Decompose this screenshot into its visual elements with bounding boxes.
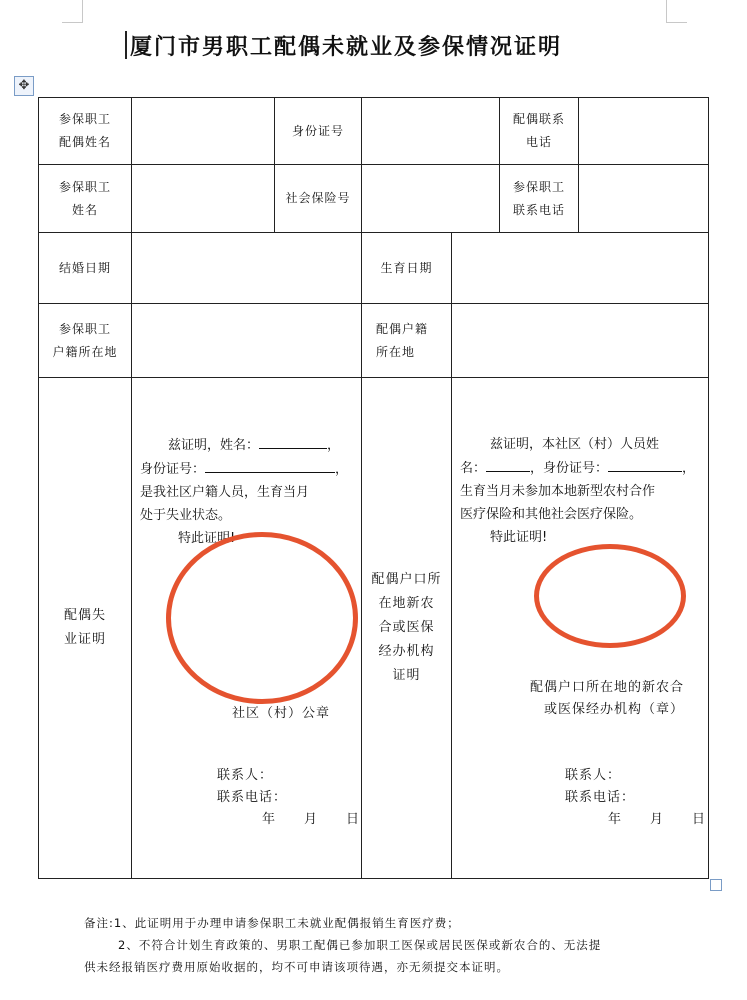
remarks-line-1: 备注:1、此证明用于办理申请参保职工未就业配偶报销生育医疗费；	[84, 916, 460, 930]
id-card-field[interactable]	[362, 98, 500, 165]
table-move-handle-icon[interactable]: ✥	[14, 76, 34, 96]
community-date-label: 年 月 日	[262, 812, 361, 827]
insurance-certification-cell	[452, 378, 709, 879]
remarks	[84, 912, 684, 978]
remarks-line-3: 供未经报销医疗费用原始收据的，均不可申请该项待遇，亦无须提交本证明。	[84, 960, 509, 974]
employee-phone-label: 参保职工 联系电话	[500, 165, 579, 233]
table-row	[39, 98, 709, 165]
id-card-label: 身份证号	[275, 98, 362, 165]
marriage-date-label: 结婚日期	[39, 233, 132, 304]
insurance-cert-text: 兹证明，本社区（村）人员姓 名： ，身份证号： ， 生育当月未参加本地新型农村合作 医疗保险和其他社会医疗保险。 特此证明!	[460, 437, 696, 545]
community-cert-text: 兹证明，姓名： ， 身份证号： ， 是我社区户籍人员，生育当月 处于失业状态。 特此证明!	[140, 433, 358, 550]
name-blank[interactable]	[486, 456, 530, 472]
insurance-proof-label: 配偶户口所 在地新农 合或医保 经办机构 证明	[371, 572, 442, 683]
community-seal-caption: 社区（村）公章	[232, 706, 331, 721]
social-security-field[interactable]	[362, 165, 500, 233]
social-security-label: 社会保险号	[275, 165, 362, 233]
community-contact-label: 联系人：	[217, 768, 274, 783]
employee-name-label: 参保职工 姓名	[39, 165, 132, 233]
employee-household-field[interactable]	[132, 304, 362, 378]
insurance-proof-label-cell	[362, 378, 452, 879]
page-corner-mark-top-left	[62, 0, 83, 23]
spouse-phone-field[interactable]	[579, 98, 709, 165]
spouse-household-field[interactable]	[452, 304, 709, 378]
community-contact-phone-label: 联系电话：	[217, 790, 288, 805]
employee-phone-field[interactable]	[579, 165, 709, 233]
id-blank[interactable]	[608, 456, 682, 472]
spouse-household-label: 配偶户籍 所在地	[362, 304, 452, 378]
community-certification-cell	[132, 378, 362, 879]
text-cursor	[125, 31, 127, 59]
employee-name-field[interactable]	[132, 165, 275, 233]
insurance-seal-caption-2: 或医保经办机构（章）	[544, 702, 685, 717]
employee-household-label: 参保职工 户籍所在地	[39, 304, 132, 378]
spouse-name-label: 参保职工 配偶姓名	[39, 98, 132, 165]
birth-date-label: 生育日期	[362, 233, 452, 304]
table-row	[39, 165, 709, 233]
insurance-seal-circle	[534, 544, 686, 648]
id-blank[interactable]	[205, 457, 335, 473]
document-title: 厦门市男职工配偶未就业及参保情况证明	[130, 35, 563, 60]
name-blank[interactable]	[259, 433, 327, 449]
unemployment-proof-label: 配偶失 业证明	[39, 378, 132, 879]
insurance-date-label: 年 月 日	[608, 812, 707, 827]
marriage-date-field[interactable]	[132, 233, 362, 304]
insurance-contact-phone-label: 联系电话：	[565, 790, 636, 805]
spouse-name-field[interactable]	[132, 98, 275, 165]
insurance-contact-label: 联系人：	[565, 768, 622, 783]
remarks-line-2: 2、不符合计划生育政策的、男职工配偶已参加职工医保或居民医保或新农合的、无法提	[118, 938, 602, 952]
page-corner-mark-top-right	[666, 0, 687, 23]
table-resize-handle[interactable]	[710, 879, 722, 891]
certificate-form-table	[38, 97, 709, 879]
table-row	[39, 233, 709, 304]
community-seal-circle	[166, 532, 358, 704]
table-row	[39, 378, 709, 879]
table-row	[39, 304, 709, 378]
insurance-seal-caption-1: 配偶户口所在地的新农合	[530, 680, 685, 695]
birth-date-field[interactable]	[452, 233, 709, 304]
spouse-phone-label: 配偶联系 电话	[500, 98, 579, 165]
